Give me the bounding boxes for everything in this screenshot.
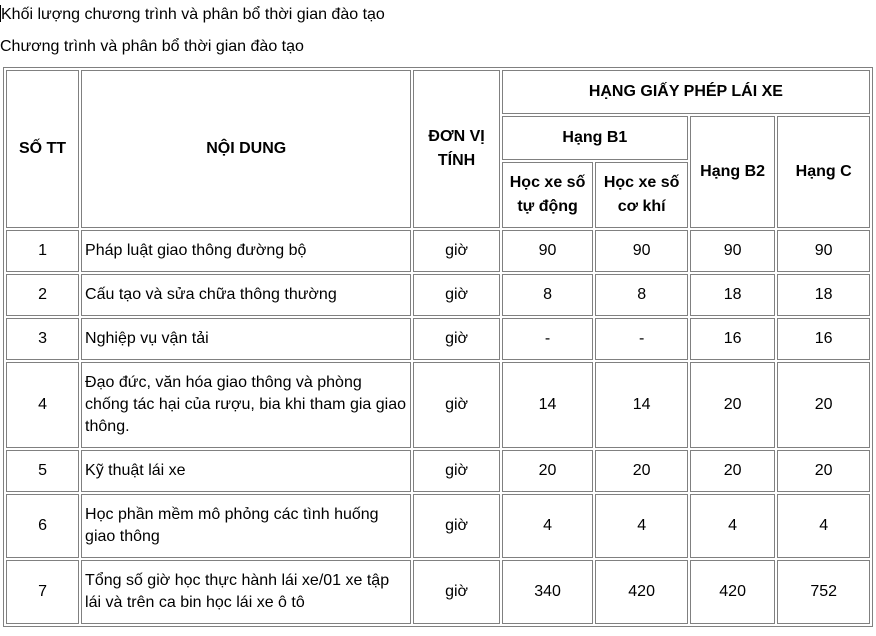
cell-b1-manual: 8 xyxy=(595,274,688,316)
table-row xyxy=(6,450,870,492)
document-title-text: Khối lượng chương trình và phân bổ thời gian đào tạo xyxy=(1,6,385,23)
cell-stt: 7 xyxy=(6,560,79,624)
cell-b1-auto: 4 xyxy=(502,494,594,558)
cell-b2: 90 xyxy=(690,230,775,272)
cell-unit: giờ xyxy=(413,362,499,448)
header-b1-auto-line1: Học xe số xyxy=(509,174,586,191)
document-title xyxy=(0,5,385,24)
table-row xyxy=(6,560,870,624)
cell-stt: 5 xyxy=(6,450,79,492)
header-b1: Hạng B1 xyxy=(502,116,688,160)
header-b1-manual xyxy=(595,162,688,228)
cell-b1-auto: 90 xyxy=(502,230,594,272)
cell-c: 20 xyxy=(777,362,870,448)
header-unit-line1: ĐƠN VỊ xyxy=(428,128,485,145)
cell-b1-manual: 420 xyxy=(595,560,688,624)
cell-c: 18 xyxy=(777,274,870,316)
header-c: Hạng C xyxy=(777,116,870,228)
cell-b1-auto: 8 xyxy=(502,274,594,316)
cell-b2: 16 xyxy=(690,318,775,360)
cell-unit: giờ xyxy=(413,560,499,624)
cell-unit: giờ xyxy=(413,318,499,360)
cell-stt: 4 xyxy=(6,362,79,448)
cell-stt: 2 xyxy=(6,274,79,316)
cell-unit: giờ xyxy=(413,274,499,316)
table-row xyxy=(6,318,870,360)
header-b1-manual-line2: cơ khí xyxy=(617,198,666,215)
header-b1-manual-line1: Học xe số xyxy=(603,174,680,191)
cell-c: 16 xyxy=(777,318,870,360)
cell-b2: 4 xyxy=(690,494,775,558)
cell-content: Học phần mềm mô phỏng các tình huống giao thông xyxy=(81,494,411,558)
cell-stt: 3 xyxy=(6,318,79,360)
cell-unit: giờ xyxy=(413,494,499,558)
header-b1-auto xyxy=(502,162,594,228)
table-row xyxy=(6,362,870,448)
header-license-group: HẠNG GIẤY PHÉP LÁI XE xyxy=(502,70,870,114)
header-unit xyxy=(413,70,499,228)
cell-b1-auto: 340 xyxy=(502,560,594,624)
cell-c: 752 xyxy=(777,560,870,624)
cell-b1-auto: 20 xyxy=(502,450,594,492)
cell-unit: giờ xyxy=(413,230,499,272)
cell-unit: giờ xyxy=(413,450,499,492)
cell-stt: 6 xyxy=(6,494,79,558)
header-unit-line2: TÍNH xyxy=(437,152,476,169)
cell-b1-manual: 20 xyxy=(595,450,688,492)
cell-b2: 18 xyxy=(690,274,775,316)
cell-c: 20 xyxy=(777,450,870,492)
cell-b2: 20 xyxy=(690,450,775,492)
document-subtitle: Chương trình và phân bổ thời gian đào tạo xyxy=(0,38,304,55)
cell-b1-manual: 4 xyxy=(595,494,688,558)
cell-b1-manual: - xyxy=(595,318,688,360)
header-b2: Hạng B2 xyxy=(690,116,775,228)
training-hours-table xyxy=(3,67,873,627)
cell-stt: 1 xyxy=(6,230,79,272)
cell-b1-auto: 14 xyxy=(502,362,594,448)
cell-content: Kỹ thuật lái xe xyxy=(81,450,411,492)
cell-c: 90 xyxy=(777,230,870,272)
cell-content: Đạo đức, văn hóa giao thông và phòng chống tác hại của rượu, bia khi tham gia giao thông. xyxy=(81,362,411,448)
cell-content: Cấu tạo và sửa chữa thông thường xyxy=(81,274,411,316)
cell-b1-auto: - xyxy=(502,318,594,360)
cell-content: Pháp luật giao thông đường bộ xyxy=(81,230,411,272)
header-b1-auto-line2: tự động xyxy=(517,198,578,215)
cell-b1-manual: 90 xyxy=(595,230,688,272)
table-row xyxy=(6,230,870,272)
header-content: NỘI DUNG xyxy=(81,70,411,228)
cell-b1-manual: 14 xyxy=(595,362,688,448)
table-row xyxy=(6,274,870,316)
cell-content: Nghiệp vụ vận tải xyxy=(81,318,411,360)
table-row xyxy=(6,494,870,558)
cell-c: 4 xyxy=(777,494,870,558)
cell-b2: 420 xyxy=(690,560,775,624)
cell-b2: 20 xyxy=(690,362,775,448)
cell-content: Tổng số giờ học thực hành lái xe/01 xe tập lái và trên ca bin học lái xe ô tô xyxy=(81,560,411,624)
header-stt: SỐ TT xyxy=(6,70,79,228)
